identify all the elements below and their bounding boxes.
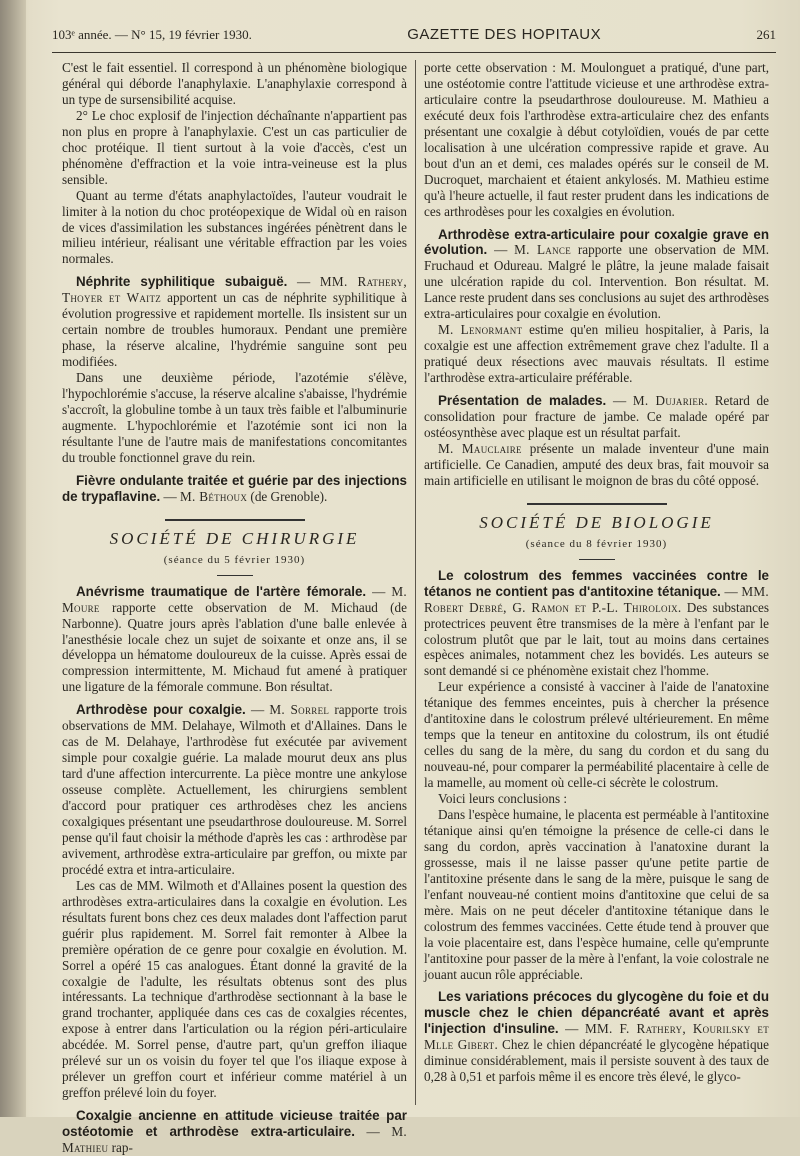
article-text: (de Grenoble). (247, 488, 328, 504)
paragraph: porte cette observation : M. Moulonguet a pratiqué, d'une part, une ostéotomie contre l'attitude vicieuse et une arthrodèse extra-articulaire contre la pseudarthrose douloureuse. M. Mathieu a exécuté deux fois l'arthrodèse extra-articulaire chez des enfants présentant une coxalgie à début cotyloïdien, voués de par cette localisation à une ulcération compressive rapide et grave. Au bout d'un an et demi, ces malades opérés sur le conseil de M. Ducroquet, marchaient et étaient ankylosés. M. Mathieu estime qu'à l'heure actuelle, il faut rester prudent dans les indications de ces arthrodèses pour les coxalgies en évolution. (424, 60, 769, 219)
section-rule (527, 503, 667, 505)
article-authors: et Waitz (108, 290, 162, 306)
article-authors: MM. Robert Debré, G. Ramon et P.-L. Thiroloix. (424, 583, 769, 615)
paragraph: C'est le fait essentiel. Il correspond à un phénomène biologique général qui déborde l'anaphylaxie. L'anaphylaxie correspond à un type de sursensibilité acquise. (62, 60, 407, 107)
short-rule (579, 559, 615, 560)
left-column (62, 60, 407, 1156)
article-authors: M. Lenormant (438, 322, 523, 338)
paragraph: Les cas de MM. Wilmoth et d'Allaines posent la question des arthrodèses extra-articulaires dans la coxalgie en évolution. Les résultats furent bons chez ces deux malades dont l'affection parut guérir plus rapidement. M. Sorrel fait remonter à Albee la première opération de ce genre pour coxalgie en évolution. M. Sorrel a opéré 15 cas analogues. Étant donné la gravité de la coxalgie de l'adulte, les résultats obtenus sont des plus intéressants. La technique d'arthrodèse sectionnant à la base le grand trochanter, appliquée dans ces cas de coxalgies récentes, expose à entrer dans l'articulation ou la région péri-articulaire abcédée. M. Sorrel pense, d'autre part, qu'un greffon iliaque prélevé sur un os voisin du foyer tel que l'os iliaque expose à prélever un greffon court et inférieur comme matériel à un greffon prélevé loin du foyer. (62, 877, 407, 1101)
article-text: Chez le chien dépancréaté le glycogène hépatique diminue considérablement, mais il persiste souvent à des taux de 0,28 à 0,51 et parfois même il es encore très élevé, le glyco- (424, 1037, 769, 1085)
binding-gutter (0, 0, 26, 1117)
paragraph: Dans une deuxième période, l'azotémie s'élève, l'hypochlorémie s'accuse, la réserve alcaline s'abaisse, l'hydrémie s'accroît, la globuline tombe à un taux très faible et l'albuminurie augmente. L'hypochlorémie et l'azotémie sont ici non la résultante l'une de l'autre mais de manifestations concomitantes du trouble fonctionnel grave du rein. (62, 370, 407, 465)
article-text: rapporte une observation de MM. Fruchaud et Odureau. Malgré le plâtre, la jeune malade faisait une ulcération rapide du col. Intervention. Bon résultat. M. Lance reste prudent dans ses conclusions au sujet des arthrodèses extra-articulaires pour coxalgie en évolution. (424, 242, 770, 322)
article-colostrum: Le colostrum des femmes vaccinées contre le tétanos ne contient pas d'antitoxine tétanique. — MM. Robert Debré, G. Ramon et P.-L. Thiroloix. Des substances protectrices peuvent être transmises de la mère à l'enfant par le colostrum plutôt que par le lait, tout au moins dans certaines espèces animales, notamment chez les bovidés. Les auteurs se sont demandé si ce phénomène existait chez l'homme. (424, 567, 769, 679)
article-authors: M. Dujarier. (632, 393, 709, 409)
article-heading: Présentation de malades. (438, 393, 607, 409)
article-authors: M. Sorrel (269, 702, 330, 718)
article-heading: Coxalgie ancienne en attitude vicieuse traitée par ostéotomie et arthrodèse extra-articulaire. (62, 1108, 407, 1140)
session-date: (séance du 5 février 1930) (163, 553, 306, 566)
page-number: 261 (756, 27, 776, 42)
society-heading: SOCIÉTÉ DE CHIRURGIE (109, 528, 360, 548)
paragraph: 2° Le choc explosif de l'injection déchaînante n'appartient pas non plus en propre à l'anaphylaxie. C'est un cas particulier de choc protéique. Il tient surtout à la voie d'accès, c'est un phénomène d'effraction et la voie intra-veineuse est la plus sensible. (62, 107, 407, 187)
session-date: (séance du 8 février 1930) (525, 537, 668, 550)
article-heading: Anévrisme traumatique de l'artère fémorale. (76, 583, 367, 599)
paragraph: Dans l'espèce humaine, le placenta est perméable à l'antitoxine tétanique ainsi qu'en témoigne la présence de celle-ci dans le sang du cordon, après vaccination à l'anatoxine durant la grossesse, mais il ne laisse passer qu'une petite partie de l'antitoxine présente dans le sang de la mère, puisque le sang de l'enfant nouveau-né contient moins d'antitoxine que celui de sa mère. Mais on ne peut déceler d'antitoxine tétanique dans le colostrum des femmes vaccinées. Cette étude tend à prouver que la voie placentaire est, dans l'espèce humaine, celle qu'emprunte l'antitoxine pour passer de la mère à l'enfant, la voie colostrale ne jouant aucun rôle appréciable. (424, 806, 770, 982)
article-nephrite: Néphrite syphilitique subaiguë. — MM. Rathery, Thoyer et Waitz apportent un cas de néphrite syphilitique à évolution progressive et rapidement mortelle. Ils insistent sur un certain nombre de troubles humoraux. Pendant une première phase, la réserve alcaline, l'hydrémie sanguine sont peu modifiées. (62, 274, 408, 370)
society-heading: SOCIÉTÉ DE BIOLOGIE (479, 512, 714, 532)
column-divider (415, 60, 416, 1105)
article-text: apportent un cas de néphrite syphilitique à évolution progressive et rapidement mortelle. Ils insistent sur un certain nombre de troubles humoraux. Pendant une première phase, la réserve alcaline, l'hydrémie sanguine sont peu modifiées. (62, 290, 407, 370)
article-text: présente un malade inventeur d'une main artificielle. Ce Canadien, amputé des deux bras, fait mouvoir sa main artificielle en utilisant le moignon de bras du côté opposé. (424, 440, 769, 488)
article-heading: Le colostrum des femmes vaccinées contre le tétanos ne contient pas d'antitoxine tétanique. (424, 567, 769, 599)
paragraph: Leur expérience a consisté à vacciner à l'aide de l'anatoxine tétanique des femmes enceintes, puis à chercher la présence d'antitoxine dans le colostrum prélevé ultérieurement. En même temps que la teneur en antitoxine du colostrum, ils ont étudié celles du sang de la mère, du sang du cordon et du sang du nouveau-né, pour comparer la perméabilité placentaire à celle de la mamelle, au moment où celle-ci sécrète le colostrum. (424, 679, 769, 791)
article-text: rapporte trois observations de MM. Delahaye, Wilmoth et d'Allaines. Dans le cas de M. Delahaye, l'arthrodèse fut exécutée par avivement simple pour coxalgie guérie. La malade mourut deux ans plus tard d'une affection intercurrente. La pièce montre une ankylose osseuse complète. Actuellement, les chirurgiens semblent d'accord pour pratiquer ces arthrodèses chez les anciens coxalgiques présentant une pseudarthrose douloureuse. M. Sorrel pense qu'il faut choisir la méthode d'après les cas : arthrodèse par avivement, arthrodèse extra-articulaire par greffon, ou mixte par procédé extra et intra-articulaire. (62, 702, 408, 877)
article-mauclaire (424, 441, 769, 489)
article-text: estime qu'en milieu hospitalier, à Paris, la coxalgie est une affection extrêmement grave chez l'adulte. Il a pratiqué deux résections avec mauvais résultats. Il estime l'arthrodèse extra-articulaire préférable. (424, 322, 769, 386)
article-authors: M. Mauclaire (438, 440, 522, 456)
article-coxalgie: Coxalgie ancienne en attitude vicieuse traitée par ostéotomie et arthrodèse extra-articulaire. — M. Mathieu rap- (62, 1108, 408, 1156)
article-anevrisme: Anévrisme traumatique de l'artère fémorale. — M. Moure rapporte cette observation de M. Michaud (de Narbonne). Quatre jours après l'ablation d'une balle enlevée à l'anesthésie locale chez un sujet de soixante et onze ans, il se développa un hématome douloureux de la cuisse. Après essai de compression intermittente, M. Michaud fut amené à pratiquer une ligature de la fémorale commune. Bon résultat. (62, 583, 407, 695)
article-authors: M. Béthoux (180, 488, 248, 504)
article-heading: Néphrite syphilitique subaiguë. (76, 274, 288, 290)
article-arthrodese: Arthrodèse pour coxalgie. — M. Sorrel rapporte trois observations de MM. Delahaye, Wilmoth et d'Allaines. Dans le cas de M. Delahaye, l'arthrodèse fut exécutée par avivement simple pour coxalgie guérie. La malade mourut deux ans plus tard d'une affection intercurrente. La pièce montre une ankylose osseuse complète. Actuellement, les chirurgiens semblent d'accord pour pratiquer ces arthrodèses chez les anciens coxalgiques présentant une pseudarthrose douloureuse. M. Sorrel pense qu'il faut choisir la méthode d'après les cas : arthrodèse par avivement, arthrodèse extra-articulaire par greffon, ou mixte par procédé extra et intra-articulaire. (62, 702, 408, 877)
section-rule (165, 519, 305, 521)
article-glycogene: Les variations précoces du glycogène du foie et du muscle chez le chien dépancréaté avant et après l'injection d'insuline. — MM. F. Rathery, Kourilsky et Mlle Gibert. Chez le chien dépancréaté le glycogène hépatique diminue considérablement, mais il persiste souvent à des taux de 0,28 à 0,51 et parfois même il es encore très élevé, le glyco- (424, 989, 770, 1085)
article-text: Des substances protectrices peuvent être transmises de la mère à l'enfant par le colostrum plutôt que par le lait, tout au moins dans certaines espèces animales, notamment chez les bovidés. Les auteurs se sont demandé si ce phénomène existait chez l'homme. (424, 599, 769, 679)
article-lenormant (424, 322, 769, 386)
header-rule (52, 52, 776, 53)
article-authors: MM. Rathery, Thoyer (62, 274, 408, 306)
article-authors: M. Lance (514, 242, 571, 258)
article-text: rap- (108, 1140, 133, 1156)
article-arthrodese-grave: Arthrodèse extra-articulaire pour coxalgie grave en évolution. — M. Lance rapporte une observation de MM. Fruchaud et Odureau. Malgré le plâtre, la jeune malade faisait une ulcération rapide du col. Intervention. Bon résultat. M. Lance reste prudent dans ses conclusions au sujet des arthrodèses extra-articulaires pour coxalgie en évolution. (424, 226, 770, 322)
article-fievre: Fièvre ondulante traitée et guérie par des injections de trypaflavine. — M. Béthoux (de Grenoble). (62, 472, 407, 504)
article-heading: Arthrodèse extra-articulaire pour coxalgie grave en évolution. (424, 226, 769, 258)
article-authors: M. Mathieu (62, 1124, 408, 1156)
article-heading: Les variations précoces du glycogène du foie et du muscle chez le chien dépancréaté avant et après l'injection d'insuline. (424, 989, 769, 1037)
page-header (52, 26, 776, 50)
short-rule (217, 575, 253, 576)
article-presentation: Présentation de malades. — M. Dujarier. Retard de consolidation pour fracture de jambe. Ce malade opéré par ostéosynthèse avec plaque est un résultat parfait. (424, 393, 769, 440)
paragraph: Voici leurs conclusions : (438, 791, 568, 807)
article-authors: M. Moure (62, 583, 407, 615)
issue-info: 103ᵉ année. — N° 15, 19 février 1930. (52, 27, 252, 42)
right-column (424, 60, 769, 1085)
article-heading: Fièvre ondulante traitée et guérie par des injections de trypaflavine. (62, 472, 407, 504)
article-heading: Arthrodèse pour coxalgie. (76, 702, 246, 718)
article-text: Retard de consolidation pour fracture de jambe. Ce malade opéré par ostéosynthèse avec plaque est un résultat parfait. (424, 393, 769, 440)
paragraph: Quant au terme d'états anaphylactoïdes, l'auteur voudrait le limiter à la notion du choc protéopexique de Widal où en raison de vices d'assimilation les substances ingérées pénètrent dans le milieu intérieur, réalisant une véritable effraction par les voies normales. (62, 187, 407, 267)
journal-title: GAZETTE DES HOPITAUX (407, 26, 602, 43)
article-text: rapporte cette observation de M. Michaud (de Narbonne). Quatre jours après l'ablation d'une balle enlevée à l'anesthésie locale chez un sujet de soixante et onze ans, il se développa un hématome douloureux de la cuisse. Après essai de compression intermittente, M. Michaud fut amené à pratiquer une ligature de la fémorale commune. Bon résultat. (62, 599, 407, 695)
article-authors: MM. F. Rathery, Kourilsky et Mlle Gibert. (424, 1021, 770, 1053)
